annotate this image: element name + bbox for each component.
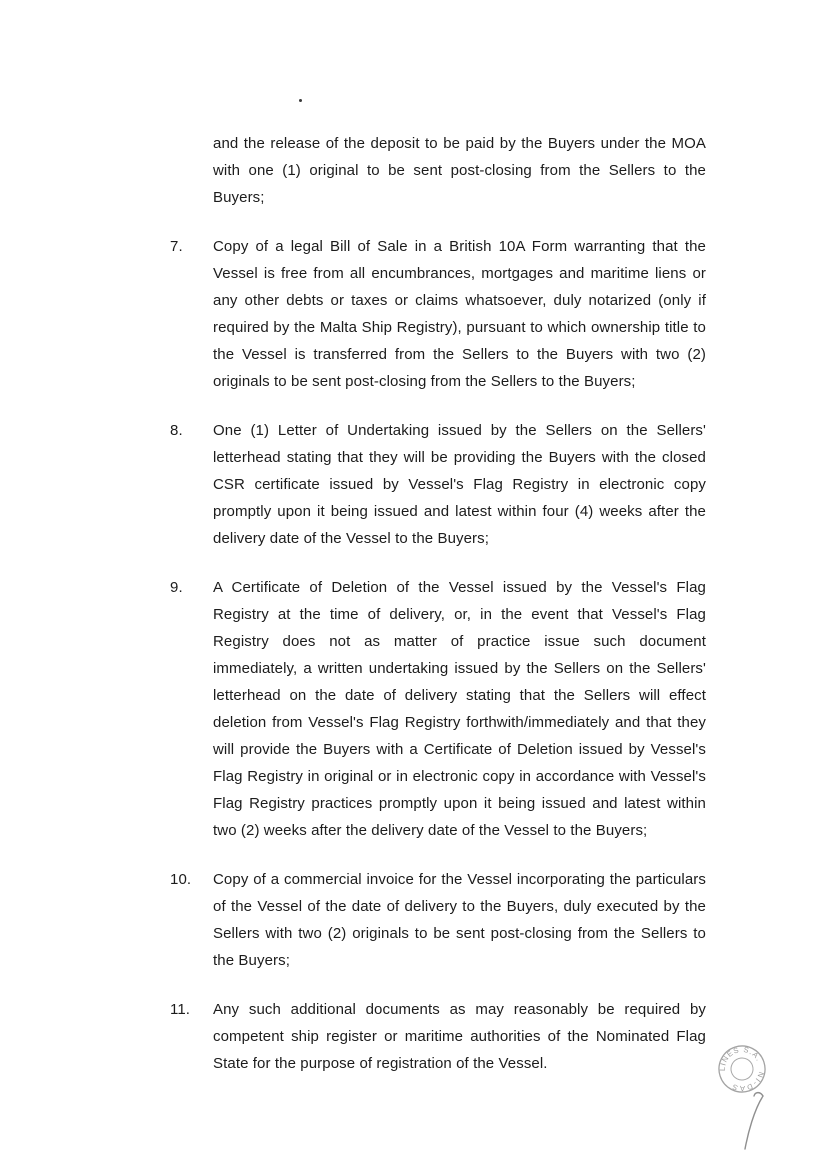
paragraph-continuation-text: and the release of the deposit to be paid by the Buyers under the MOA with one (1) original to be sent post-closing from the Sellers to the Buyers; — [213, 135, 706, 206]
paragraph-8 — [170, 417, 706, 552]
paragraph-7-number: 7. — [170, 238, 183, 255]
company-seal-stamp — [708, 1035, 798, 1160]
paragraph-continuation — [170, 130, 706, 211]
paragraph-10 — [170, 866, 706, 974]
paragraph-10-number: 10. — [170, 871, 192, 888]
scan-artifact-dot — [299, 99, 302, 102]
paragraph-11 — [170, 996, 706, 1077]
paragraph-7 — [170, 233, 706, 395]
paragraph-7-text: Copy of a legal Bill of Sale in a British 10A Form warranting that the Vessel is free from all encumbrances, mortgages and maritime liens or any other debts or taxes or claims whatsoever, duly notarized (only if required by the Malta Ship Registry), pursuant to which ownership title to the Vessel is transferred from the Sellers to the Buyers with two (2) originals to be sent post-closing from the Sellers to the Buyers; — [213, 238, 706, 390]
stamp-text-bottom: NI-DAS — [729, 1070, 766, 1094]
paragraph-11-number: 11. — [170, 1001, 191, 1018]
paragraph-9-number: 9. — [170, 579, 183, 596]
handwritten-paraph-mark — [745, 1093, 763, 1149]
document-body — [170, 130, 706, 1099]
paragraph-9-text: A Certificate of Deletion of the Vessel issued by the Vessel's Flag Registry at the time of delivery, or, in the event that Vessel's Flag Registry does not as matter of practice issue such document immediately, a written undertaking issued by the Sellers on the Sellers' letterhead on the date of delivery stating that the Sellers will effect deletion from Vessel's Flag Registry forthwith/immediately and that they will provide the Buyers with a Certificate of Deletion issued by Vessel's Flag Registry in original or in electronic copy in accordance with Vessel's Flag Registry practices promptly upon it being issued and latest within two (2) weeks after the delivery date of the Vessel to the Buyers; — [213, 579, 706, 839]
paragraph-11-text: Any such additional documents as may reasonably be required by competent ship register or maritime authorities of the Nominated Flag State for the purpose of registration of the Vessel. — [213, 1001, 706, 1072]
paragraph-8-text: One (1) Letter of Undertaking issued by the Sellers on the Sellers' letterhead stating that they will be providing the Buyers with the closed CSR certificate issued by Vessel's Flag Registry in electronic copy promptly upon it being issued and latest within four (4) weeks after the delivery date of the Vessel to the Buyers; — [213, 422, 706, 547]
seal-stamp-icon — [708, 1035, 798, 1160]
paragraph-8-number: 8. — [170, 422, 183, 439]
svg-text:NI-DAS — [727, 1068, 770, 1097]
stamp-text-top: LINES S.A. — [717, 1044, 764, 1072]
paragraph-10-text: Copy of a commercial invoice for the Vessel incorporating the particulars of the Vessel of the date of delivery to the Buyers, duly executed by the Sellers with two (2) originals to be sent post-closing from the Sellers to the Buyers; — [213, 871, 706, 969]
paragraph-9 — [170, 574, 706, 844]
svg-text:LINES S.A. — [712, 1039, 764, 1075]
